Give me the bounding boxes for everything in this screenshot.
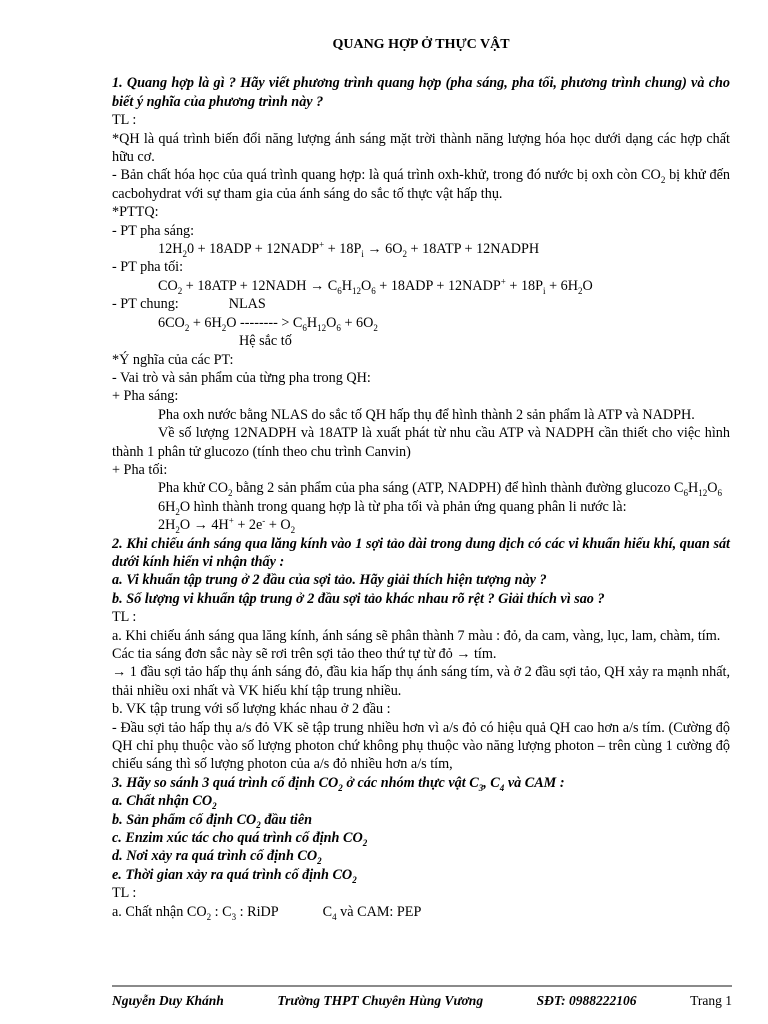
equation-note: Hệ sắc tố bbox=[239, 333, 292, 350]
question-3: 3. Hãy so sánh 3 quá trình cố định $CO_2$ ở các nhóm thực vật $C_3$, $C_4$ và CAM : bbox=[112, 774, 565, 793]
answer-label: TL : bbox=[112, 112, 137, 129]
page-footer bbox=[112, 985, 732, 1009]
question-3d: d. Nơi xảy ra quá trình cố định $CO_2$ bbox=[112, 848, 322, 867]
paragraph: b. VK tập trung với số lượng khác nhau ở 2 đầu : bbox=[112, 701, 391, 718]
equation-general: $6CO_2 + 6H_2O$ -------- > $C_6H_{12}O_6 + 6O_2$ bbox=[158, 314, 378, 333]
question-2b: b. Số lượng vi khuẩn tập trung ở 2 đầu sợi tảo khác nhau rõ rệt ? Giải thích vì sao ? bbox=[112, 590, 605, 607]
paragraph: a. Chất nhận $CO_2$ : $C_3$ : RiDP $C_4$ và CAM: PEP bbox=[112, 903, 422, 922]
paragraph: Pha oxh nước bằng NLAS do sắc tố QH hấp thụ để hình thành 2 sản phẩm là ATP và NADPH. bbox=[158, 406, 695, 423]
question-3a: a. Chất nhận $CO_2$ bbox=[112, 793, 217, 812]
paragraph: - Bản chất hóa học của quá trình quang hợp: là quá trình oxh-khử, trong đó nước bị oxh còn $CO_2$ bị khử đến cacbohydrat với sự tham gia của ánh sáng do sắc tố thực vật hấp thụ. bbox=[112, 167, 730, 202]
equation-dark-phase: $CO_2 + 18ATP$ + 12NADH → $C_6H_{12}O_6 + 18ADP$ + 12NADP+ + $18P_i + 6H_2O$ bbox=[158, 276, 593, 296]
paragraph: Về số lượng 12NADPH và 18ATP là xuất phát từ nhu cầu ATP và NADPH cần thiết cho việc hình thành 1 phân tử glucozo (tính theo chu trình Canvin) bbox=[112, 425, 730, 460]
answer-label: TL : bbox=[112, 885, 137, 902]
answer-label: TL : bbox=[112, 609, 137, 626]
section-label: + Pha sáng: bbox=[112, 388, 179, 405]
question-3b: b. Sản phẩm cố định $CO_2$ đầu tiên bbox=[112, 811, 313, 830]
section-label: + Pha tối: bbox=[112, 461, 168, 478]
footer-page-number: Trang 1 bbox=[690, 993, 732, 1008]
paragraph: - Đầu sợi tảo hấp thụ a/s đỏ VK sẽ tập trung nhiều hơn vì a/s đỏ có hiệu quả QH cao hơn a/s tím. (Cường độ QH chỉ phụ thuộc vào số lượng photon chứ không phụ thuộc vào năng lượng photon – trên cùng 1 cường độ chiếu sáng thì số lượng photon của a/s đỏ nhiều hơn a/s tím, bbox=[112, 719, 730, 773]
section-label: - PT pha sáng: bbox=[112, 222, 195, 239]
paragraph: → 1 đầu sợi tảo hấp thụ ánh sáng đỏ, đầu kia hấp thụ ánh sáng tím, và ở 2 đầu sợi tảo, QH xảy ra mạnh nhất, thải nhiều oxi nhất và VK hiếu khí tập trung nhiều. bbox=[112, 664, 730, 699]
paragraph: - Vai trò và sản phẩm của từng pha trong QH: bbox=[112, 369, 371, 386]
footer-phone: SĐT: 0988222106 bbox=[536, 993, 637, 1008]
question-2a: a. Vi khuẩn tập trung ở 2 đầu của sợi tảo. Hãy giải thích hiện tượng này ? bbox=[112, 572, 547, 589]
equation-photolysis: $2H_2O \to 4H^+ + 2e^- + O_2$ bbox=[158, 515, 296, 535]
document-body bbox=[112, 36, 730, 921]
question-1: 1. Quang hợp là gì ? Hãy viết phương trình quang hợp (pha sáng, pha tối, phương trình chung) và cho biết ý nghĩa của phương trình này ? bbox=[112, 75, 730, 110]
section-label: - PT pha tối: bbox=[112, 259, 184, 276]
section-label: *PTTQ: bbox=[112, 204, 159, 221]
footer-author: Nguyễn Duy Khánh bbox=[112, 993, 224, 1008]
question-3e: e. Thời gian xảy ra quá trình cố định $CO_2$ bbox=[112, 866, 357, 885]
section-label: *Ý nghĩa của các PT: bbox=[112, 351, 234, 368]
paragraph: Các tia sáng đơn sắc này sẽ rơi trên sợi tảo theo thứ tự từ đỏ → tím. bbox=[112, 646, 497, 662]
question-3c: c. Enzim xúc tác cho quá trình cố định $CO_2$ bbox=[112, 830, 368, 848]
question-2: 2. Khi chiếu ánh sáng qua lăng kính vào 1 sợi tảo dài trong dung dịch có các vi khuẩn hiếu khí, quan sát dưới kính hiển vi nhận thấy : bbox=[112, 535, 730, 570]
paragraph: $6H_2O$ hình thành trong quang hợp là từ pha tối và phản ứng quang phân li nước là: bbox=[158, 498, 627, 517]
paragraph: Pha khử $CO_2$ bằng 2 sản phẩm của pha sáng (ATP, NADPH) để hình thành đường glucozo $C_6H_{12}O_6$ bbox=[158, 480, 722, 499]
section-label: - PT chung: NLAS bbox=[112, 296, 266, 313]
page-title: QUANG HỢP Ở THỰC VẬT bbox=[332, 37, 510, 52]
footer-school: Trường THPT Chuyên Hùng Vương bbox=[277, 993, 484, 1008]
equation-light-phase: $12H_20 + 18ADP$ + 12NADP+ + $18P_i \to 6O_2 + 18ATP$ + 12NADPH bbox=[158, 239, 540, 259]
paragraph: *QH là quá trình biến đổi năng lượng ánh sáng mặt trời thành năng lượng hóa học dưới dạng các hợp chất hữu cơ. bbox=[112, 130, 730, 166]
paragraph: a. Khi chiếu ánh sáng qua lăng kính, ánh sáng sẽ phân thành 7 màu : đỏ, da cam, vàng, lục, lam, chàm, tím. bbox=[112, 627, 721, 644]
